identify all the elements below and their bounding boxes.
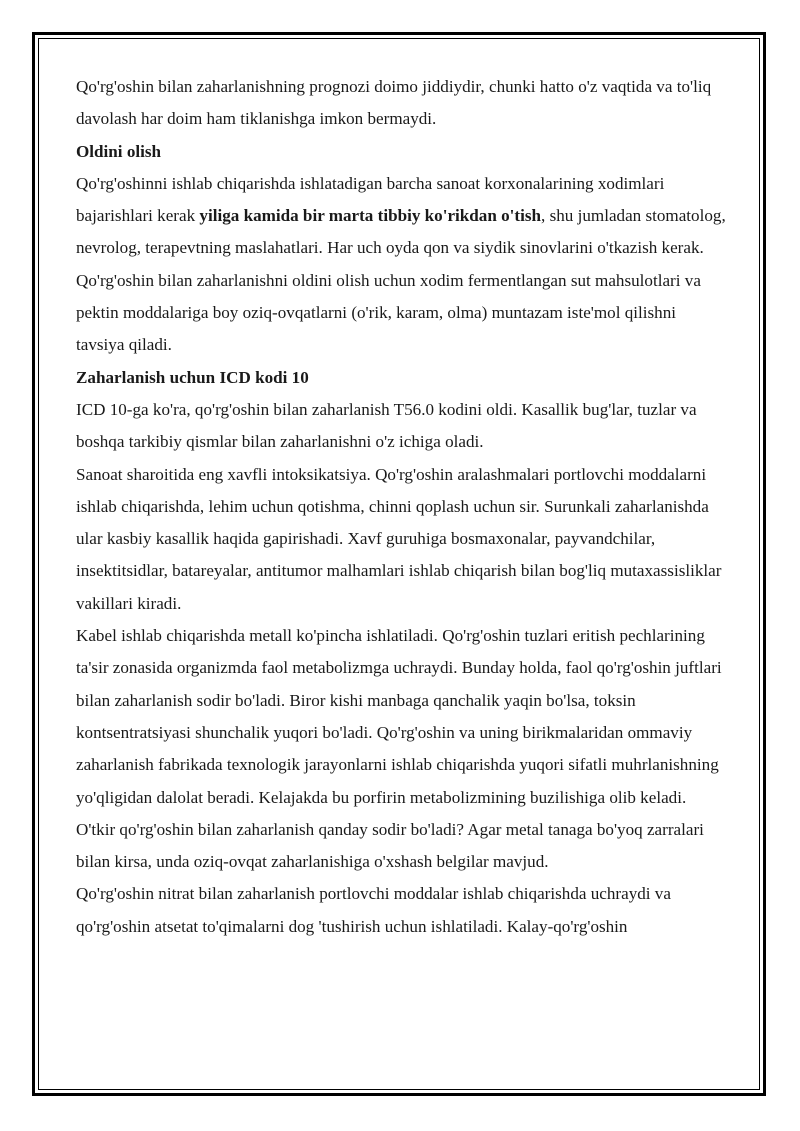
paragraph-text: , shu jumladan stomatolog, nevrolog, terapevtning maslahatlari. Har uch oyda qon va siydik sinovlarini o'tkazish kerak. (76, 206, 726, 258)
paragraph-cable-production: Kabel ishlab chiqarishda metall ko'pincha ishlatiladi. Qo'rg'oshin tuzlari eritish pechlarining ta'sir zonasida organizmda faol metabolizmga uchraydi. Bunday holda, faol qo'rg'oshin juftlari bilan zaharlanish sodir bo'ladi. Biror kishi manbaga qanchalik yaqin bo'lsa, toksin kontsentratsiyasi shunchalik yuqori bo'ladi. Qo'rg'oshin va uning birikmalaridan ommaviy zaharlanish fabrikada texnologik jarayonlarni ishlab chiqarishda yuqori sifatli muhrlanishning yo'qligidan dalolat beradi. Kelajakda bu porfirin metabolizmining buzilishiga olib keladi. (76, 626, 722, 807)
paragraph-medical-checkup (76, 168, 726, 265)
heading-prevention: Oldini olish (76, 141, 162, 161)
document-body (76, 71, 726, 943)
bold-emphasis: yiliga kamida bir marta tibbiy ko'rikdan o'tish (199, 206, 542, 226)
paragraph-acute-poisoning: O'tkir qo'rg'oshin bilan zaharlanish qanday sodir bo'ladi? Agar metal tanaga bo'yoq zarralari bilan kirsa, unda oziq-ovqat zaharlanishiga o'xshash belgilar mavjud. (76, 819, 704, 872)
paragraph-lead-nitrate: Qo'rg'oshin nitrat bilan zaharlanish portlovchi moddalar ishlab chiqarishda uchraydi va qo'rg'oshin atsetat to'qimalarni dog 'tushirish uchun ishlatiladi. Kalay-qo'rg'oshin (76, 884, 671, 936)
paragraph-industrial-risk: Sanoat sharoitida eng xavfli intoksikatsiya. Qo'rg'oshin aralashmalari portlovchi moddalarni ishlab chiqarishda, lehim uchun qotishma, chinni qoplash uchun sir. Surunkali zaharlanishda ular kasbiy kasallik haqida gapirishadi. Xavf guruhiga bosmaxonalar, payvandchilar, insektitsidlar, batareyalar, antitumor malhamlari ishlab chiqarish bilan bog'liq mutaxassisliklar vakillari kiradi. (76, 464, 722, 613)
heading-icd-code: Zaharlanish uchun ICD kodi 10 (76, 367, 309, 387)
paragraph-text: Qo'rg'oshinni ishlab chiqarishda ishlatadigan barcha sanoat korxonalarining xodimlari bajarishlari kerak (76, 173, 665, 226)
paragraph-prognosis: Qo'rg'oshin bilan zaharlanishning prognozi doimo jiddiydir, chunki hatto o'z vaqtida va to'liq davolash har doim ham tiklanishga imkon bermaydi. (76, 77, 712, 129)
paragraph-icd-classification: ICD 10-ga ko'ra, qo'rg'oshin bilan zaharlanish T56.0 kodini oldi. Kasallik bug'lar, tuzlar va boshqa tarkibiy qismlar bilan zaharlanishni o'z ichiga oladi. (76, 399, 697, 452)
paragraph-diet-advice: Qo'rg'oshin bilan zaharlanishni oldini olish uchun xodim fermentlangan sut mahsulotlari va pektin moddalariga boy oziq-ovqatlarni (o'rik, karam, olma) muntazam iste'mol qilishni tavsiya qiladi. (76, 270, 701, 355)
